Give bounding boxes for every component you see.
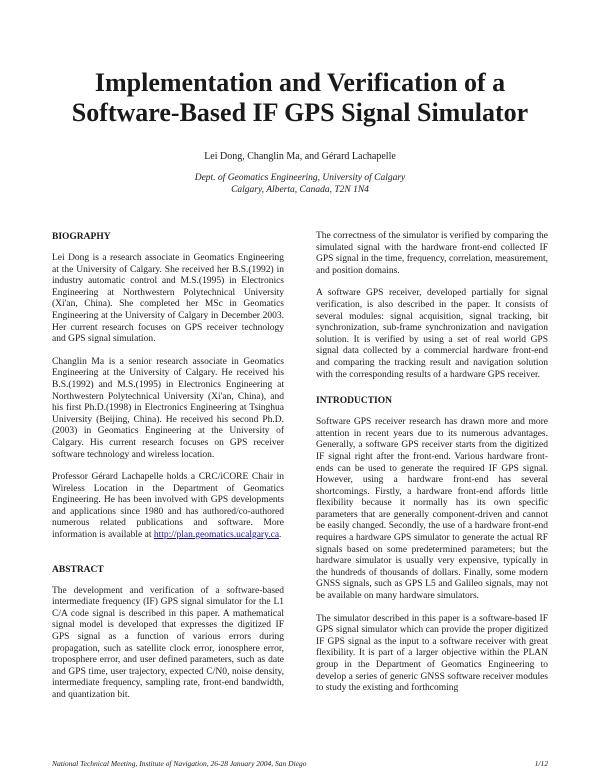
biography-paragraph-dong: Lei Dong is a research associate in Geomatics Engineering at the University of Calgary. She received her B.S.(1992) in industry automatic control and M.S.(1995) in Electronics Engineering at Northwestern Polytechnical University (Xi'an, China). She completed her MSc in Geomatics Engineering at the University of Calgary in December 2003. Her current research focuses on GPS receiver technology and GPS signal simulation. <box>52 253 284 345</box>
introduction-paragraph-2: The simulator described in this paper is a software-based IF GPS signal simulator which can provide the proper digitized IF GPS signal as the input to a software receiver with great flexibility. It is part of a larger objective within the PLAN group in the Department of Geomatics Engineering to develop a series of generic GNSS software receiver modules to study the existing and forthcoming <box>316 613 548 694</box>
paper-title: Implementation and Verification of a Software-Based IF GPS Signal Simulator <box>71 68 529 127</box>
verification-paragraph: The correctness of the simulator is verified by comparing the simulated signal with the hardware front-end collected IF GPS signal in the time, frequency, correlation, measurement, and position domains. <box>316 231 548 276</box>
abstract-paragraph: The development and verification of a software-based intermediate frequency (IF) GPS signal simulator for the L1 C/A code signal is described in this paper. A mathematical signal model is developed that expresses the digitized IF GPS signal as a function of various errors during propagation, such as satellite clock error, ionosphere error, troposphere error, and user defined parameters, such as date and GPS time, user trajectory, expected C/N0, noise density, intermediate frequency, sampling rate, front-end bandwidth, and quantization bit. <box>52 585 284 700</box>
introduction-paragraph-1: Software GPS receiver research has drawn more and more attention in recent years due to its numerous advantages. Generally, a software GPS receiver starts from the digitized IF signal right after the front-end. Various hardware front-ends can be used to generate the required IF GPS signal. However, using a hardware front-end has several shortcomings. Firstly, a hardware front-end affords little flexibility because it normally has its own specific parameters that are generally component-driven and cannot be easily changed. Secondly, the use of a hardware front-end requires a hardware GPS simulator to generate the actual RF signals based on some predetermined parameters; but the hardware simulator is usually very expensive, typically in the hundreds of thousands of dollars. Finally, some modern GNSS signals, such as GPS L5 and Galileo signals, may not be available on many hardware simulators. <box>316 417 548 602</box>
footer-conference: National Technical Meeting, Institute of Navigation, 26-28 January 2004, San Diego <box>52 759 307 768</box>
biography-lachapelle-text: Professor Gérard Lachapelle holds a CRC/iCORE Chair in Wireless Location in the Department of Geomatics Engineering. He has been involved with GPS developments and applications since 1980 and has authored/co-authored numerous related publications and software. More information is available at <box>52 472 284 541</box>
right-column <box>316 231 548 706</box>
affiliation <box>0 173 600 196</box>
affiliation-address: Calgary, Alberta, Canada, T2N 1N4 <box>231 184 369 195</box>
software-receiver-paragraph: A software GPS receiver, developed partially for signal verification, is also described in the paper. It consists of several modules: signal acquisition, signal tracking, bit synchronization, sub-frame synchronization and navigation solution. It is verified by using a set of real world GPS signal data collected by a commercial hardware front-end and comparing the tracking result and navigation solution with the corresponding results of a hardware GPS receiver. <box>316 288 548 380</box>
biography-paragraph-ma: Changlin Ma is a senior research associate in Geomatics Engineering at the University of Calgary. He received his B.S.(1992) and M.S.(1995) in Electronics Engineering at Northwestern Polytechnical University (Xi'an, China), and his first Ph.D.(1998) in Electronics Engineering at Tsinghua University (Beijing, China). He received his second Ph.D.(2003) in Geomatics Engineering at the University of Calgary. His current research focuses on GPS receiver software technology and wireless location. <box>52 356 284 460</box>
plan-website-link[interactable]: http://plan.geomatics.ucalgary.ca <box>153 530 280 541</box>
abstract-heading: ABSTRACT <box>52 564 104 575</box>
affiliation-department: Dept. of Geomatics Engineering, University of Calgary <box>194 173 406 183</box>
biography-paragraph-lachapelle: Professor Gérard Lachapelle holds a CRC/iCORE Chair in Wireless Location in the Department of Geomatics Engineering. He has been involved with GPS developments and applications since 1980 and has authored/co-authored numerous related publications and software. More information is available at http://plan.geomatics.ucalgary.ca. <box>52 472 284 541</box>
authors: Lei Dong, Changlin Ma, and Gérard Lachapelle <box>204 151 396 162</box>
page-number: 1/12 <box>534 759 548 768</box>
biography-heading: BIOGRAPHY <box>52 232 111 242</box>
introduction-heading: INTRODUCTION <box>316 396 393 407</box>
left-column <box>52 231 284 713</box>
